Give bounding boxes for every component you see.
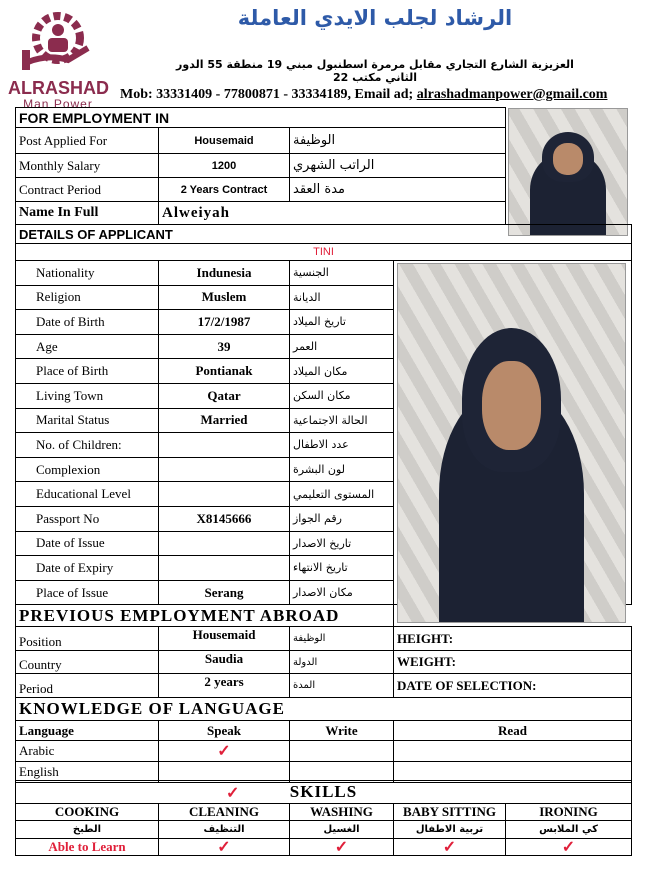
previous-label: Position [15, 626, 159, 651]
detail-label: Place of Birth [15, 358, 159, 384]
detail-arabic-label: رقم الجواز [289, 506, 394, 532]
detail-arabic-label: لون البشرة [289, 457, 394, 483]
detail-value: Pontianak [158, 358, 290, 384]
detail-value: Muslem [158, 285, 290, 311]
detail-label: Date of Issue [15, 531, 159, 557]
employment-arabic-label: مدة العقد [289, 177, 506, 202]
previous-arabic-label: الدولة [289, 650, 394, 674]
detail-label: Educational Level [15, 481, 159, 507]
previous-value: Housemaid [158, 626, 290, 651]
arabic-company-title: الرشاد لجلب الايدي العاملة [237, 6, 513, 30]
skill-arabic-name: التنظيف [158, 820, 290, 839]
skill-name: WASHING [289, 803, 394, 821]
physical-info-label: WEIGHT: [393, 650, 632, 674]
language-header: Read [393, 720, 632, 741]
detail-value: Qatar [158, 383, 290, 409]
detail-label: Date of Expiry [15, 555, 159, 581]
detail-arabic-label: العمر [289, 334, 394, 360]
applicant-photo-large [397, 263, 626, 623]
physical-info-label: HEIGHT: [393, 626, 632, 651]
previous-employment-title: PREVIOUS EMPLOYMENT ABROAD [15, 604, 394, 627]
physical-info-label: DATE OF SELECTION: [393, 673, 632, 698]
employment-value: Housemaid [158, 127, 290, 154]
name-label: Name In Full [15, 201, 159, 225]
language-name: English [15, 761, 159, 783]
detail-arabic-label: تاريخ الميلاد [289, 309, 394, 335]
employment-label: Post Applied For [15, 127, 159, 154]
skill-arabic-name: الغسيل [289, 820, 394, 839]
detail-value: Married [158, 408, 290, 434]
language-speak-cell: ✓ [158, 740, 290, 762]
skill-name: CLEANING [158, 803, 290, 821]
skill-name: IRONING [505, 803, 632, 821]
previous-value: 2 years [158, 673, 290, 698]
detail-arabic-label: تاريخ الاصدار [289, 531, 394, 557]
skill-mark: ✓ [393, 838, 506, 856]
detail-value [158, 531, 290, 557]
check-icon: ✓ [226, 785, 241, 802]
skill-arabic-name: تربية الاطفال [393, 820, 506, 839]
detail-label: Date of Birth [15, 309, 159, 335]
previous-arabic-label: المدة [289, 673, 394, 698]
applicant-code: TINI [15, 243, 632, 261]
previous-arabic-label: الوظيفة [289, 626, 394, 651]
detail-label: Marital Status [15, 408, 159, 434]
language-header: Speak [158, 720, 290, 741]
employment-title: FOR EMPLOYMENT IN [15, 107, 506, 128]
skill-name: BABY SITTING [393, 803, 506, 821]
detail-value: 17/2/1987 [158, 309, 290, 335]
detail-label: Nationality [15, 260, 159, 286]
detail-value: 39 [158, 334, 290, 360]
detail-label: Place of Issue [15, 580, 159, 606]
detail-value: Serang [158, 580, 290, 606]
language-write-cell [289, 740, 394, 762]
language-header: Write [289, 720, 394, 741]
email-link[interactable]: alrashadmanpower@gmail.com [416, 87, 608, 102]
skill-mark: ✓ [505, 838, 632, 856]
detail-arabic-label: مكان السكن [289, 383, 394, 409]
arabic-address: العزيزية الشارع التجاري مقابل مرمرة اسطنبول مبني 19 منطقة 55 الدور الثاني مكتب 22 [176, 58, 574, 84]
detail-arabic-label: الجنسية [289, 260, 394, 286]
language-header: Language [15, 720, 159, 741]
name-value: Alweiyah [158, 201, 506, 225]
detail-arabic-label: مكان الاصدار [289, 580, 394, 606]
previous-value: Saudia [158, 650, 290, 674]
detail-arabic-label: المستوى التعليمي [289, 481, 394, 507]
employment-value: 2 Years Contract [158, 177, 290, 202]
details-title: DETAILS OF APPLICANT [15, 224, 632, 244]
detail-label: Age [15, 334, 159, 360]
detail-value [158, 457, 290, 483]
detail-label: Living Town [15, 383, 159, 409]
employment-label: Monthly Salary [15, 153, 159, 178]
skill-mark: Able to Learn [15, 838, 159, 856]
skill-name: COOKING [15, 803, 159, 821]
language-name: Arabic [15, 740, 159, 762]
applicant-photo-small [508, 108, 628, 236]
skill-mark: ✓ [158, 838, 290, 856]
detail-value [158, 555, 290, 581]
detail-arabic-label: الديانة [289, 285, 394, 311]
employment-arabic-label: الوظيفة [289, 127, 506, 154]
employment-label: Contract Period [15, 177, 159, 202]
skill-mark: ✓ [289, 838, 394, 856]
previous-label: Period [15, 673, 159, 698]
detail-value [158, 481, 290, 507]
detail-label: Complexion [15, 457, 159, 483]
language-read-cell [393, 740, 632, 762]
detail-value [158, 432, 290, 458]
employment-value: 1200 [158, 153, 290, 178]
previous-label: Country [15, 650, 159, 674]
detail-arabic-label: مكان الميلاد [289, 358, 394, 384]
detail-label: No. of Children: [15, 432, 159, 458]
detail-value: Indunesia [158, 260, 290, 286]
skill-arabic-name: كي الملابس [505, 820, 632, 839]
employment-arabic-label: الراتب الشهري [289, 153, 506, 178]
company-logo: ALRASHAD Man Power [8, 12, 108, 100]
detail-label: Religion [15, 285, 159, 311]
detail-arabic-label: تاريخ الانتهاء [289, 555, 394, 581]
skill-arabic-name: الطبخ [15, 820, 159, 839]
detail-arabic-label: الحالة الاجتماعية [289, 408, 394, 434]
detail-arabic-label: عدد الاطفال [289, 432, 394, 458]
logo-gear-hand-icon [8, 12, 108, 74]
detail-value: X8145666 [158, 506, 290, 532]
detail-label: Passport No [15, 506, 159, 532]
skills-title: ✓ SKILLS [15, 780, 632, 804]
language-title: KNOWLEDGE OF LANGUAGE [15, 697, 632, 721]
contact-line: Mob: 33331409 - 77800871 - 33334189, Email ad; alrashadmanpower@gmail.com [120, 87, 608, 102]
